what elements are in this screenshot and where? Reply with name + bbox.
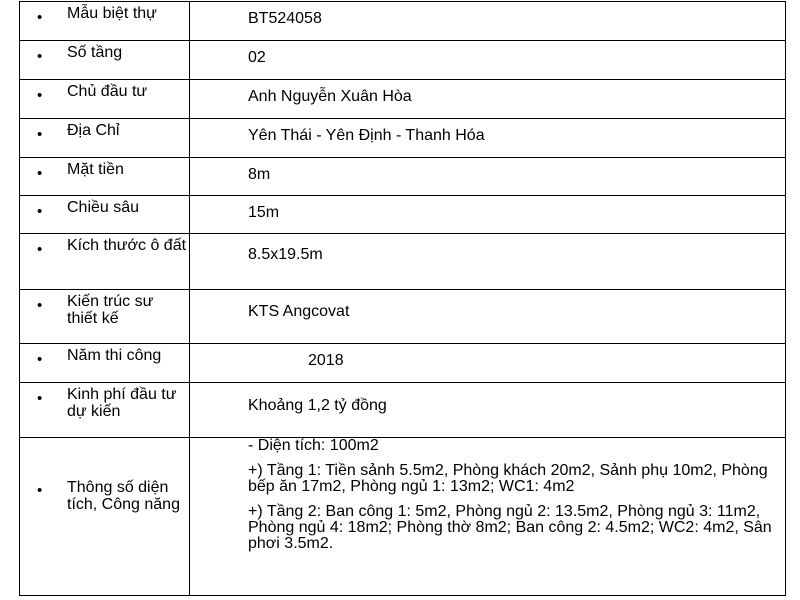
value-cell [190,41,786,80]
label-cell [20,158,190,196]
table-row [20,290,786,344]
label-cell [20,196,190,234]
label-cell [20,80,190,119]
value-cell [190,234,786,290]
row-label-frontage: Mặt tiền [67,161,124,178]
value-cell [190,158,786,196]
row-value-depth: 15m [248,204,280,221]
row-value-budget: Khoảng 1,2 tỷ đồng [248,397,387,414]
value-cell [190,196,786,234]
row-value-plot-size: 8.5x19.5m [248,246,323,263]
label-cell [20,2,190,41]
row-label-address: Địa Chỉ [67,122,120,139]
bullet-icon: • [37,87,43,104]
label-cell [20,438,190,596]
label-cell [20,234,190,290]
bullet-icon: • [37,482,43,499]
area-total: - Diện tích: 100m2 [248,437,379,454]
table-row [20,196,786,234]
bullet-icon: • [37,9,43,26]
label-cell [20,41,190,80]
value-cell [190,290,786,344]
row-label-villa-model: Mẫu biệt thự [67,5,157,22]
table-row [20,383,786,438]
table-row [20,80,786,119]
bullet-icon: • [37,126,43,143]
row-label-depth: Chiều sâu [67,199,140,216]
row-label-area-functions: Thông số diện tích, Công năng [67,479,180,513]
table-row [20,438,786,596]
floor-2-details: +) Tầng 2: Ban công 1: 5m2, Phòng ngủ 2: 13.5m2, Phòng ngủ 3: 11m2, Phòng ngủ 4: 18m2; Phòng thờ 8m2; Ban công 2: 4.5m2; WC2: 4m2, Sân phơi 3.5m2. [248,503,772,552]
label-cell [20,383,190,438]
floor-1-details: +) Tầng 1: Tiền sảnh 5.5m2, Phòng khách 20m2, Sảnh phụ 10m2, Phòng bếp ăn 17m2, Phòng ngủ 1: 13m2; WC1: 4m2 [248,462,768,495]
row-value-frontage: 8m [248,166,271,183]
row-value-construction-year: 2018 [308,352,344,369]
row-value-investor: Anh Nguyễn Xuân Hòa [248,88,412,105]
row-value-architect: KTS Angcovat [248,303,350,320]
table-row [20,2,786,41]
row-value-address: Yên Thái - Yên Định - Thanh Hóa [248,127,485,144]
value-cell [190,383,786,438]
row-label-construction-year: Năm thi công [67,347,162,364]
row-label-budget: Kinh phí đầu tư dự kiến [67,386,177,420]
bullet-icon: • [37,165,43,182]
value-cell [190,344,786,383]
row-label-investor: Chủ đầu tư [67,83,148,100]
row-label-plot-size: Kích thước ô đất [67,237,187,254]
table-row [20,234,786,290]
value-cell [190,80,786,119]
area-details [190,438,785,552]
label-cell [20,344,190,383]
row-label-architect: Kiến trúc sư thiết kế [67,293,154,327]
bullet-icon: • [37,241,43,258]
bullet-icon: • [37,351,43,368]
table-row [20,158,786,196]
project-info-table [19,1,786,596]
table-row [20,41,786,80]
row-value-floors: 02 [248,49,266,66]
bullet-icon: • [37,390,43,407]
bullet-icon: • [37,297,43,314]
bullet-icon: • [37,48,43,65]
row-value-villa-model: BT524058 [248,10,322,27]
table-row [20,119,786,158]
label-cell [20,290,190,344]
table-row [20,344,786,383]
row-label-floors: Số tầng [67,44,123,61]
label-cell [20,119,190,158]
value-cell [190,119,786,158]
bullet-icon: • [37,203,43,220]
value-cell [190,438,786,596]
value-cell [190,2,786,41]
